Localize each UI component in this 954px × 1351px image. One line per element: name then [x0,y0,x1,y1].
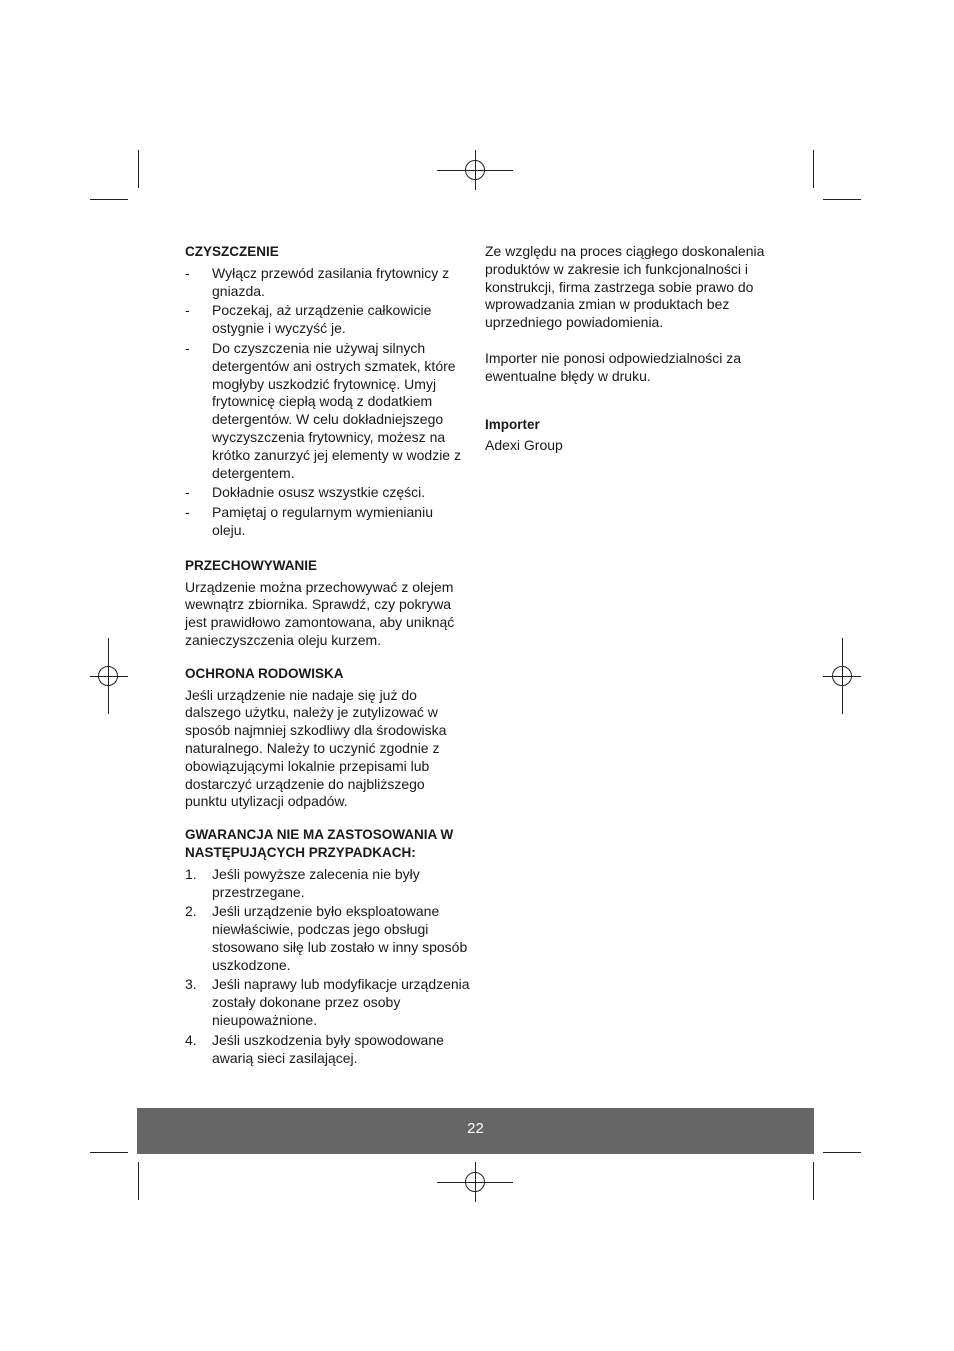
list-item-text: Jeśli urządzenie było eksploatowane niewłaściwie, podczas jego obsługi stosowano siłę lub zostało w inny sposób uszkodzone. [212,903,468,973]
list-item-text: Poczekaj, aż urządzenie całkowicie ostygnie i wyczyść je. [212,302,432,337]
list-item-text: Do czyszczenia nie używaj silnych detergentów ani ostrych szmatek, które mogłyby uszkodzić frytownicę. Umyj frytownicę ciepłą wodą z dodatkiem detergentów. W celu dokładniejszego wyczyszczenia frytownicy, możesz na krótko zanurzyć jej elementy w wodzie z detergentem. [212,339,461,481]
page-number: 22 [467,1120,484,1137]
warranty-heading: GWARANCJA NIE MA ZASTOSOWANIA W NASTĘPUJĄCYCH PRZYPADKACH: [185,827,454,860]
list-item-text: Jeśli uszkodzenia były spowodowane awarią sieci zasilającej. [212,1031,444,1066]
importer-name: Adexi Group [485,437,563,454]
list-marker: 1. [185,865,197,882]
list-marker: - [185,504,190,521]
footer-bar [137,1108,814,1154]
cleaning-heading: CZYSZCZENIE [185,244,279,259]
environment-heading: OCHRONA RODOWISKA [185,665,344,681]
improvement-notice: Ze względu na proces ciągłego doskonalenia produktów w zakresie ich funkcjonalności i konstrukcji, firma zastrzega sobie prawo do wprowadzania zmian w produktach bez uprzedniego powiadomienia. [485,243,765,331]
storage-text: Urządzenie można przechowywać z olejem wewnątrz zbiornika. Sprawdź, czy pokrywa jest prawidłowo zamontowana, aby uniknąć zanieczyszczenia oleju kurzem. [185,578,455,648]
print-errors-notice: Importer nie ponosi odpowiedzialności za ewentualne błędy w druku. [485,349,742,384]
list-marker: 4. [185,1031,197,1048]
list-item [185,866,470,902]
left-column [185,243,470,1069]
warranty-list [185,866,470,1068]
list-item [185,504,470,540]
list-item [185,976,470,1029]
list-marker: - [185,339,190,356]
list-item [185,1032,470,1068]
list-marker: - [185,484,190,501]
list-item-text: Jeśli naprawy lub modyfikacje urządzenia zostały dokonane przez osoby nieupoważnione. [212,976,470,1029]
right-column [485,243,785,455]
list-item-text: Pamiętaj o regularnym wymienianiu oleju. [212,504,433,538]
cleaning-section [185,243,470,540]
environment-section [185,665,470,811]
list-item-text: Dokładnie osusz wszystkie części. [212,484,426,501]
list-item-text: Jeśli powyższe zalecenia nie były przestrzegane. [212,865,420,900]
list-item [185,484,470,502]
list-item [185,302,470,338]
environment-text: Jeśli urządzenie nie nadaje się już do dalszego użytku, należy je zutylizować w sposób najmniej szkodliwy dla środowiska naturalnego. Należy to uczynić zgodnie z obowiązującymi lokalnie przepisami lub dostarczyć urządzenie do najbliższego punktu utylizacji odpadów. [185,686,447,810]
list-item [185,265,470,301]
list-item-text: Wyłącz przewód zasilania frytownicy z gniazda. [212,264,450,299]
warranty-section [185,826,470,1067]
list-marker: 2. [185,903,197,920]
list-marker: - [185,302,190,319]
list-marker: - [185,264,190,281]
list-marker: 3. [185,976,197,993]
storage-heading: PRZECHOWYWANIE [185,557,318,573]
cleaning-list [185,265,470,540]
list-item [185,340,470,482]
storage-section [185,557,470,650]
list-item [185,903,470,974]
importer-heading: Importer [485,416,540,432]
